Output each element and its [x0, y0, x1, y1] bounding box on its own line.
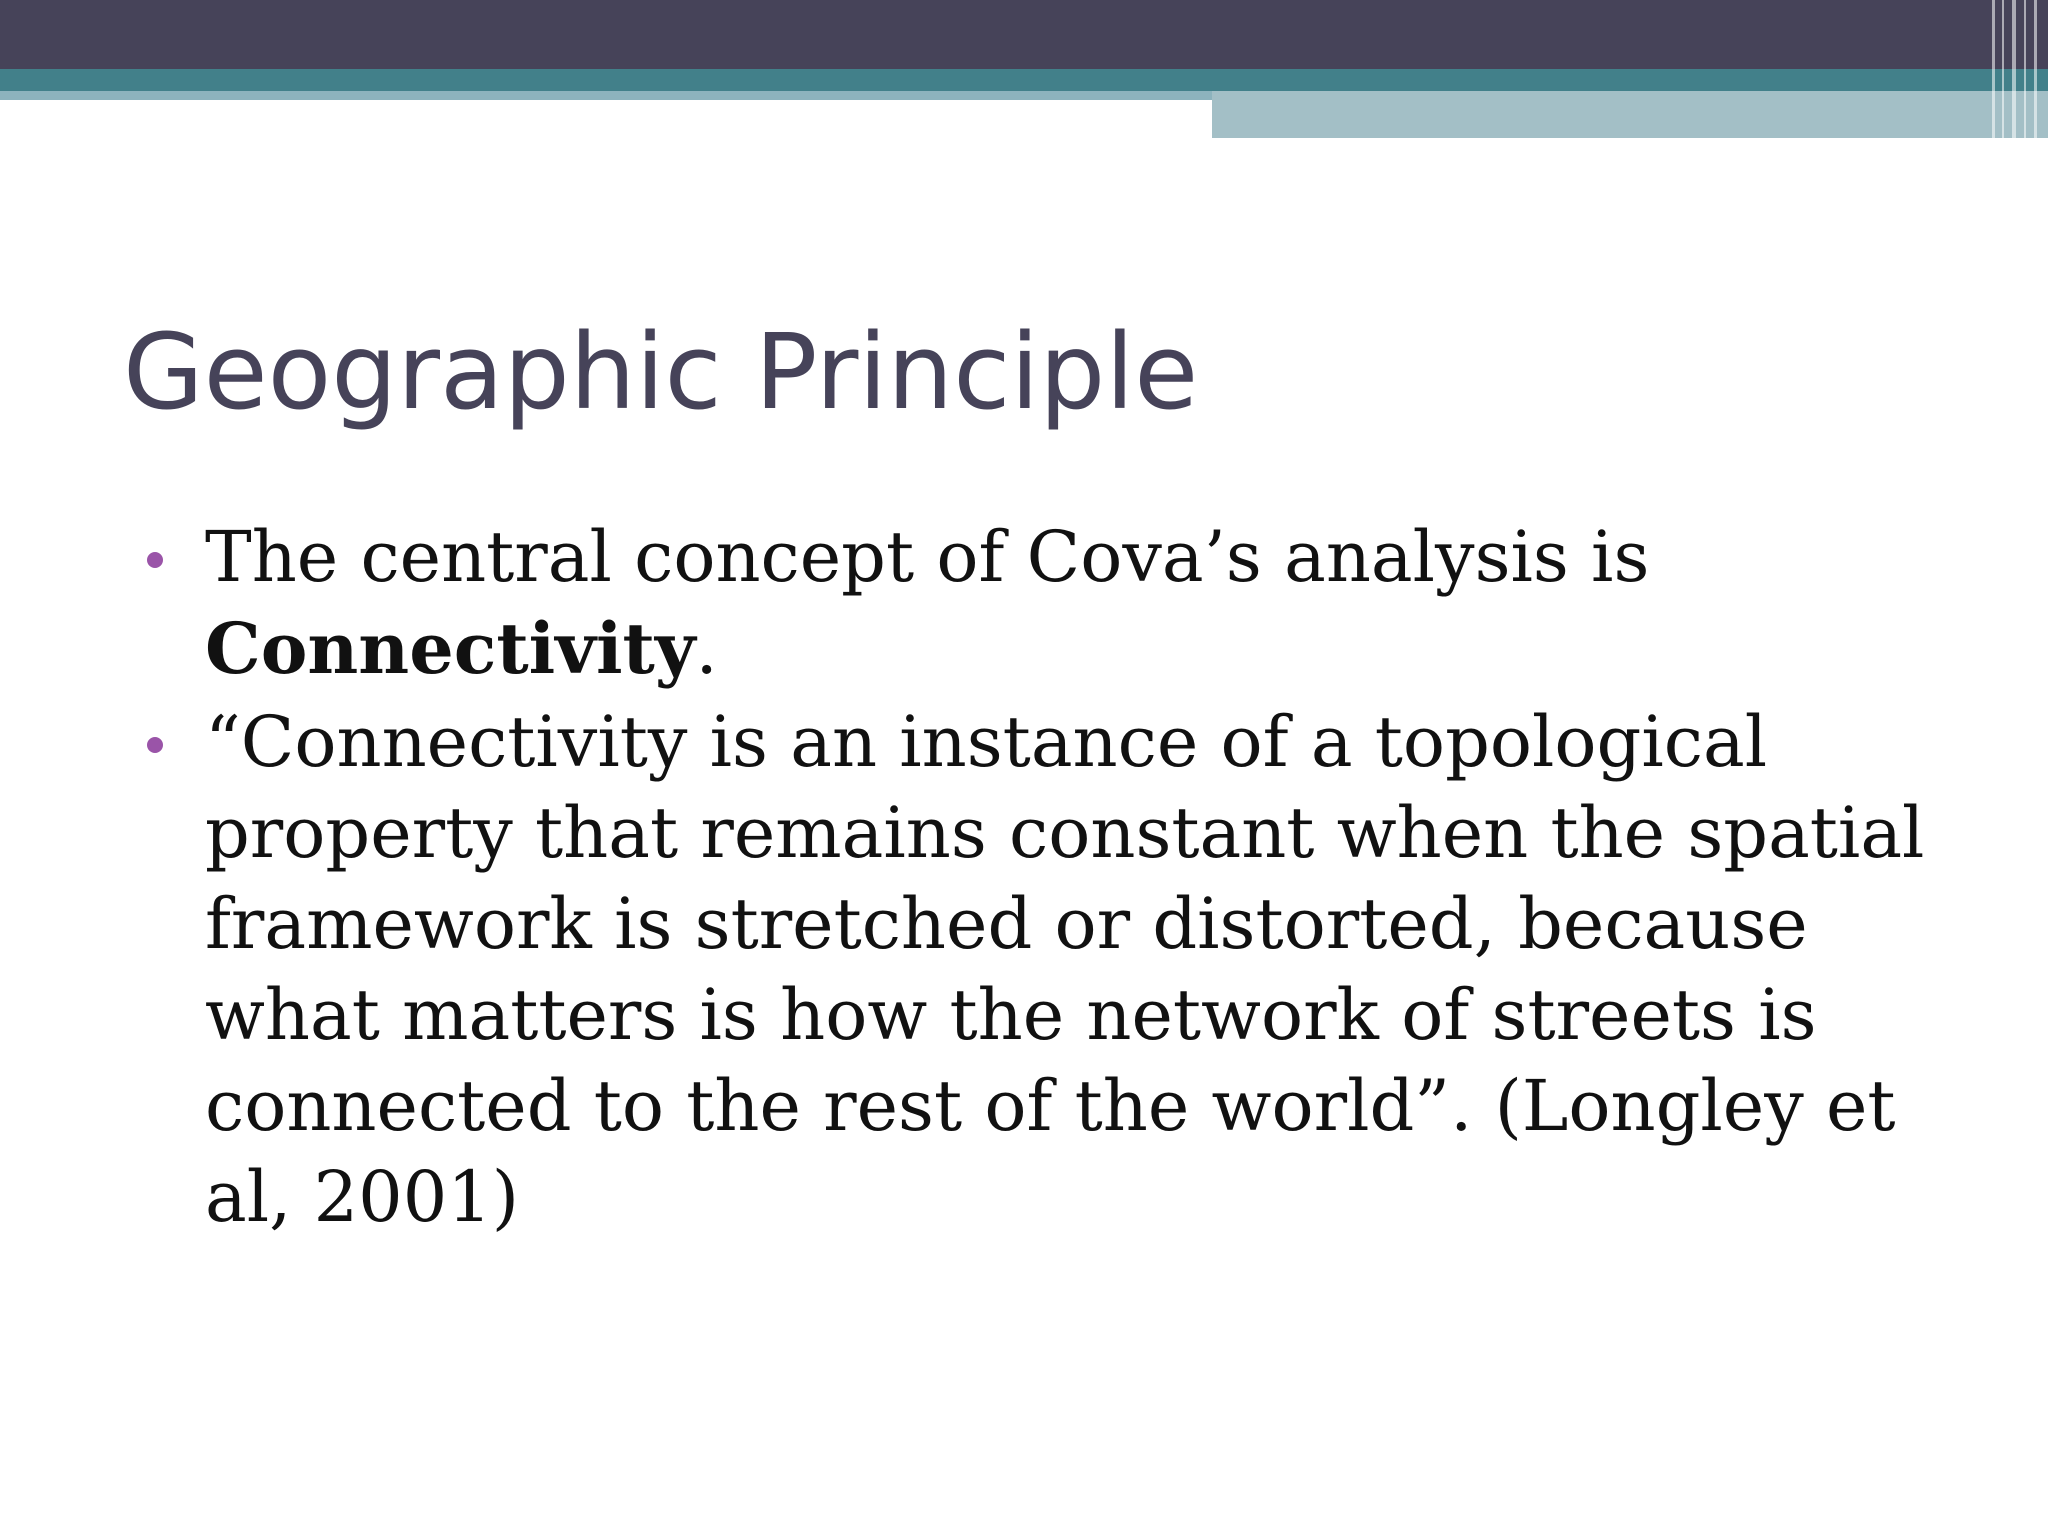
bullet-text: The central concept of Cova’s analysis is	[205, 516, 1650, 598]
header-band-light	[1212, 91, 2048, 138]
bullet-bold-text: Connectivity	[205, 607, 696, 690]
bullet-icon	[147, 737, 163, 753]
header-band-dark	[0, 0, 2048, 69]
bullet-item	[205, 512, 1995, 695]
header-band-thin	[0, 91, 1212, 100]
header-band-teal	[0, 69, 2048, 91]
bullet-item	[205, 697, 1995, 1243]
bullet-icon	[147, 552, 163, 568]
bullet-text-end: .	[695, 608, 718, 690]
bullet-text: “Connectivity is an instance of a topological property that remains constant when the spatial framework is stretched or distorted, because what matters is how the network of streets is connected to the rest of the world”. (Longley et al, 2001)	[205, 701, 1925, 1238]
slide-title: Geographic Principle	[123, 311, 1199, 433]
header-stripes	[1986, 0, 2048, 138]
bullet-list	[205, 512, 1995, 1245]
